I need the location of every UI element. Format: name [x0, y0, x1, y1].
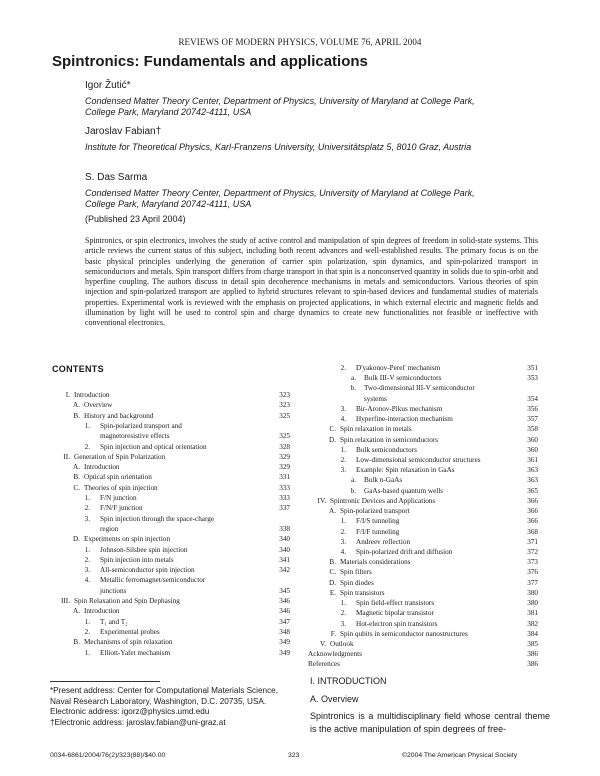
- toc-entry-title[interactable]: Acknowledgments: [308, 650, 362, 659]
- toc-number: C.: [329, 425, 336, 434]
- toc-entry-title[interactable]: F/I/S tunneling: [356, 517, 400, 526]
- body-text: Spintronics is a multidisciplinary field whose central theme is the active manipulation of spin degrees of free-: [310, 711, 550, 734]
- toc-entry-title[interactable]: Introduction: [74, 391, 110, 399]
- toc-entry-title[interactable]: systems: [364, 394, 387, 403]
- toc-number: 2.: [84, 504, 90, 513]
- toc-number: D.: [329, 578, 336, 587]
- toc-entry-title[interactable]: Bulk III-V semiconductors: [364, 374, 442, 383]
- toc-entry-title[interactable]: Johnson-Silsbee spin injection: [100, 545, 188, 554]
- toc-page-number: 347: [279, 617, 290, 626]
- toc-page-number: 340: [279, 535, 290, 544]
- toc-entry-title[interactable]: Spin relaxation in semiconductors: [340, 435, 439, 444]
- toc-entry-title[interactable]: Introduction: [84, 607, 120, 616]
- toc-page-number: 349: [279, 638, 290, 647]
- toc-number: 3.: [84, 566, 90, 575]
- toc-number: 1.: [340, 517, 346, 526]
- abstract: Spintronics, or spin electronics, involves the study of active control and manipulation of spin degrees of freedom in solid-state systems. This article reviews the current status of this subject, including both recent advances and well-established results. The primary focus is on the basic physical principles underlying the generation of carrier spin polarization, spin dynamics, and spin-polarized transport in semiconductors and metals. Spin transport differs from charge transport in that spin is a nonconserved quantity in solids due to spin-orbit and hyperfine coupling. The authors discuss in detail spin decoherence mechanisms in metals and semiconductors. Various theories of spin injection and spin-polarized transport are applied to hybrid structures relevant to spin-based devices and fundamental studies of materials properties. Experimental work is reviewed with the emphasis on projected applications, in which external electric and magnetic fields and illumination by light will be used to control spin and charge dynamics to create new functionalities not feasible or ineffective with conventional electronics.: [85, 236, 538, 328]
- author-name: Igor Žutić*: [85, 80, 131, 91]
- toc-entry-title[interactable]: Spin field-effect transistors: [356, 599, 435, 608]
- toc-page-number: 341: [279, 555, 290, 564]
- toc-number: 3.: [340, 619, 346, 628]
- toc-entry-title[interactable]: Spin injection into metals: [100, 555, 174, 564]
- toc-number: 2.: [84, 627, 90, 636]
- toc-number: E.: [329, 588, 336, 597]
- toc-page-number: 329: [279, 452, 290, 461]
- toc-entry-title[interactable]: Two-dimensional III-V semiconductor: [364, 384, 475, 393]
- section-heading: I. INTRODUCTION: [310, 676, 387, 686]
- toc-page-number: 373: [527, 558, 538, 567]
- subsection-heading: A. Overview: [310, 694, 359, 704]
- toc-page-number: 351: [527, 364, 538, 372]
- toc-page-number: 338: [279, 524, 290, 533]
- toc-number: 2.: [84, 442, 90, 451]
- toc-page-number: 323: [279, 391, 290, 399]
- toc-page-number: 376: [527, 568, 538, 577]
- toc-entry-title[interactable]: junctions: [100, 586, 127, 595]
- toc-page-number: 361: [527, 455, 538, 464]
- toc-number: 1.: [84, 545, 90, 554]
- toc-entry-title[interactable]: Experimental probes: [100, 627, 160, 636]
- toc-entry-title[interactable]: Outlook: [330, 639, 354, 648]
- author-affiliation: Institute for Theoretical Physics, Karl-Franzens University, Universitätsplatz 5, 8010 Graz, Austria: [85, 142, 472, 152]
- toc-entry-title[interactable]: Spin filters: [340, 568, 372, 577]
- toc-entry-title[interactable]: Generation of Spin Polarization: [74, 452, 166, 461]
- footnote-divider: [50, 681, 160, 682]
- toc-page-number: 366: [527, 496, 538, 505]
- toc-number: V.: [319, 639, 326, 648]
- toc-number: 1.: [84, 494, 90, 502]
- toc-entry-title[interactable]: D'yakonov-Perel' mechanism: [356, 364, 441, 372]
- toc-page-number: 348: [279, 627, 290, 636]
- toc-number: III.: [61, 597, 70, 605]
- toc-number: C.: [73, 483, 80, 492]
- toc-page-number: 371: [527, 537, 538, 546]
- toc-number: 1.: [340, 445, 346, 454]
- footer-issn: 0034-6861/2004/76(2)/323(88)/$40.00: [50, 752, 166, 759]
- toc-entry-title[interactable]: Spintronic Devices and Applications: [330, 496, 436, 505]
- author-affiliation: Condensed Matter Theory Center, Department of Physics, University of Maryland at College Park, College Park, Maryland 20742-4111, USA: [85, 96, 475, 117]
- toc-entry-title[interactable]: Spin qubits in semiconductor nanostructures: [340, 629, 468, 638]
- toc-page-number: 380: [527, 588, 538, 597]
- toc-page-number: 356: [527, 404, 538, 413]
- toc-entry-title[interactable]: Spin-polarized transport: [340, 507, 410, 516]
- journal-header: REVIEWS OF MODERN PHYSICS, VOLUME 76, APRIL 2004: [178, 37, 422, 47]
- toc-entry-title[interactable]: Spin-polarized drift and diffusion: [356, 547, 453, 556]
- toc-page-number: 325: [279, 432, 290, 441]
- toc-entry-title[interactable]: F/I/F tunneling: [356, 527, 400, 536]
- toc-page-number: 342: [279, 566, 290, 575]
- toc-entry-title[interactable]: Hot-electron spin transistors: [356, 619, 438, 628]
- toc-number: D.: [329, 435, 336, 444]
- toc-number: 2.: [340, 364, 346, 372]
- toc-page-number: 360: [527, 445, 538, 454]
- toc-page-number: 365: [527, 486, 538, 495]
- toc-number: a.: [351, 374, 356, 383]
- toc-page-number: 372: [527, 547, 538, 556]
- footnote: *Present address: Center for Computational Materials Science, Naval Research Laboratory, Washington, D.C. 20735, USA. Electronic address: igorz@physics.umd.edu: [50, 686, 278, 716]
- toc-page-number: 382: [527, 619, 538, 628]
- toc-page-number: 349: [279, 648, 290, 657]
- toc-entry-title[interactable]: Spin injection and optical orientation: [100, 442, 207, 451]
- toc-number: 4.: [340, 415, 346, 424]
- toc-page-number: 380: [527, 599, 538, 608]
- contents-heading: CONTENTS: [52, 364, 104, 374]
- toc-entry-title[interactable]: Hyperfine-interaction mechanism: [356, 415, 453, 424]
- toc-entry-title[interactable]: Mechanisms of spin relaxation: [84, 638, 173, 647]
- toc-number: 3.: [84, 514, 90, 523]
- toc-number: 4.: [340, 547, 346, 556]
- toc-page-number: 366: [527, 517, 538, 526]
- toc-entry-title[interactable]: All-semiconductor spin injection: [100, 566, 195, 575]
- toc-entry-title[interactable]: Optical spin orientation: [84, 473, 152, 482]
- toc-page-number: 385: [527, 639, 538, 648]
- toc-page-number: 386: [527, 660, 538, 669]
- toc-page-number: 333: [279, 483, 290, 492]
- toc-entry-title[interactable]: Example: Spin relaxation in GaAs: [356, 466, 455, 475]
- toc-entry-title[interactable]: GaAs-based quantum wells: [364, 486, 444, 495]
- toc-number: I.: [65, 391, 70, 399]
- toc-entry-title[interactable]: Spin relaxation in metals: [340, 425, 412, 434]
- toc-page-number: 363: [527, 476, 538, 485]
- toc-entry-title[interactable]: F/N/F junction: [100, 504, 143, 513]
- toc-number: 1.: [84, 421, 90, 430]
- toc-number: 2.: [340, 609, 346, 618]
- toc-page-number: 377: [527, 578, 538, 587]
- toc-number: 3.: [340, 466, 346, 475]
- toc-number: 2.: [340, 527, 346, 536]
- toc-number: 1.: [84, 617, 90, 626]
- published-date: (Published 23 April 2004): [85, 214, 186, 224]
- toc-number: B.: [329, 558, 336, 567]
- footer-copyright: ©2004 The American Physical Society: [402, 752, 518, 759]
- toc-page-number: 345: [279, 586, 290, 595]
- toc-number: 4.: [84, 576, 90, 585]
- toc-page-number: 353: [527, 374, 538, 383]
- toc-entry-title[interactable]: T₁ and T₂: [100, 617, 128, 626]
- toc-column-right: [308, 364, 548, 669]
- toc-number: A.: [73, 401, 80, 410]
- toc-entry-title[interactable]: Introduction: [84, 463, 120, 472]
- toc-number: 3.: [340, 404, 346, 413]
- toc-number: B.: [73, 411, 80, 420]
- toc-entry-title[interactable]: Materials considerations: [340, 558, 411, 567]
- toc-number: 2.: [340, 455, 346, 464]
- toc-page-number: 333: [279, 494, 290, 502]
- footer-page-number: 323: [288, 752, 300, 759]
- footnote: †Electronic address: jaroslav.fabian@uni-graz.at: [50, 717, 226, 727]
- toc-number: A.: [329, 507, 336, 516]
- toc-number: B.: [73, 638, 80, 647]
- toc-entry-title[interactable]: Bir-Aronov-Pikus mechanism: [356, 404, 443, 413]
- toc-entry-title[interactable]: Andreev reflection: [356, 537, 411, 546]
- toc-number: 1.: [340, 599, 346, 608]
- author-name: S. Das Sarma: [85, 172, 148, 183]
- toc-number: F.: [330, 629, 336, 638]
- toc-number: D.: [73, 535, 80, 544]
- toc-page-number: 337: [279, 504, 290, 513]
- toc-number: b.: [350, 384, 356, 393]
- footnotes: [50, 686, 290, 728]
- toc-entry-title[interactable]: Bulk n-GaAs: [364, 476, 403, 485]
- toc-entry-title[interactable]: Elliott-Yafet mechanism: [100, 648, 171, 657]
- toc-number: 3.: [340, 537, 346, 546]
- toc-number: b.: [350, 486, 356, 495]
- toc-entry-title[interactable]: Bulk semiconductors: [356, 445, 417, 454]
- toc-page-number: 368: [527, 527, 538, 536]
- toc-entry-title[interactable]: References: [308, 660, 340, 669]
- author-affiliation: Condensed Matter Theory Center, Department of Physics, University of Maryland at College Park, College Park, Maryland 20742-4111, USA: [85, 188, 475, 209]
- toc-number: 2.: [84, 555, 90, 564]
- toc-entry-title[interactable]: magnetoresistive effects: [100, 432, 170, 441]
- toc-page-number: 323: [279, 401, 290, 410]
- toc-page-number: 325: [279, 411, 290, 420]
- toc-entry-title[interactable]: Magnetic bipolar transistor: [356, 609, 434, 618]
- toc-page-number: 381: [527, 609, 538, 618]
- toc-page-number: 331: [279, 473, 290, 482]
- toc-page-number: 358: [527, 425, 538, 434]
- toc-entry-title[interactable]: Spin transistors: [340, 588, 385, 597]
- toc-column-left: [52, 391, 292, 671]
- toc-page-number: 366: [527, 507, 538, 516]
- toc-entry-title[interactable]: Spin diodes: [340, 578, 374, 587]
- toc-entry-title[interactable]: History and background: [84, 411, 154, 420]
- toc-number: A.: [73, 463, 80, 472]
- toc-page-number: 354: [527, 394, 538, 403]
- toc-page-number: 363: [527, 466, 538, 475]
- toc-entry-title[interactable]: F/N junction: [100, 494, 137, 502]
- toc-page-number: 346: [279, 597, 290, 605]
- toc-number: C.: [329, 568, 336, 577]
- toc-page-number: 346: [279, 607, 290, 616]
- toc-page-number: 360: [527, 435, 538, 444]
- toc-page-number: 384: [527, 629, 538, 638]
- toc-entry-title[interactable]: Spin Relaxation and Spin Dephasing: [74, 597, 180, 605]
- toc-entry-title[interactable]: Metallic ferromagnet/semiconductor: [100, 576, 206, 585]
- toc-entry-title[interactable]: Spin-polarized transport and: [100, 421, 182, 430]
- toc-page-number: 328: [279, 442, 290, 451]
- author-name: Jaroslav Fabian†: [85, 126, 162, 137]
- toc-number: B.: [73, 473, 80, 482]
- toc-number: a.: [351, 476, 356, 485]
- toc-page-number: 329: [279, 463, 290, 472]
- toc-page-number: 340: [279, 545, 290, 554]
- toc-entry-title[interactable]: Theories of spin injection: [84, 483, 158, 492]
- toc-number: A.: [73, 607, 80, 616]
- toc-page-number: 357: [527, 415, 538, 424]
- toc-number: II.: [63, 452, 70, 461]
- toc-number: 1.: [84, 648, 90, 657]
- toc-entry-title[interactable]: region: [100, 524, 119, 533]
- toc-entry-title[interactable]: Spin injection through the space-charge: [100, 514, 215, 523]
- toc-number: IV.: [317, 496, 326, 505]
- paper-title: Spintronics: Fundamentals and applications: [52, 53, 368, 70]
- toc-entry-title[interactable]: Low-dimensional semiconductor structures: [356, 455, 481, 464]
- toc-page-number: 386: [527, 650, 538, 659]
- toc-entry-title[interactable]: Overview: [84, 401, 113, 410]
- toc-entry-title[interactable]: Experiments on spin injection: [84, 535, 171, 544]
